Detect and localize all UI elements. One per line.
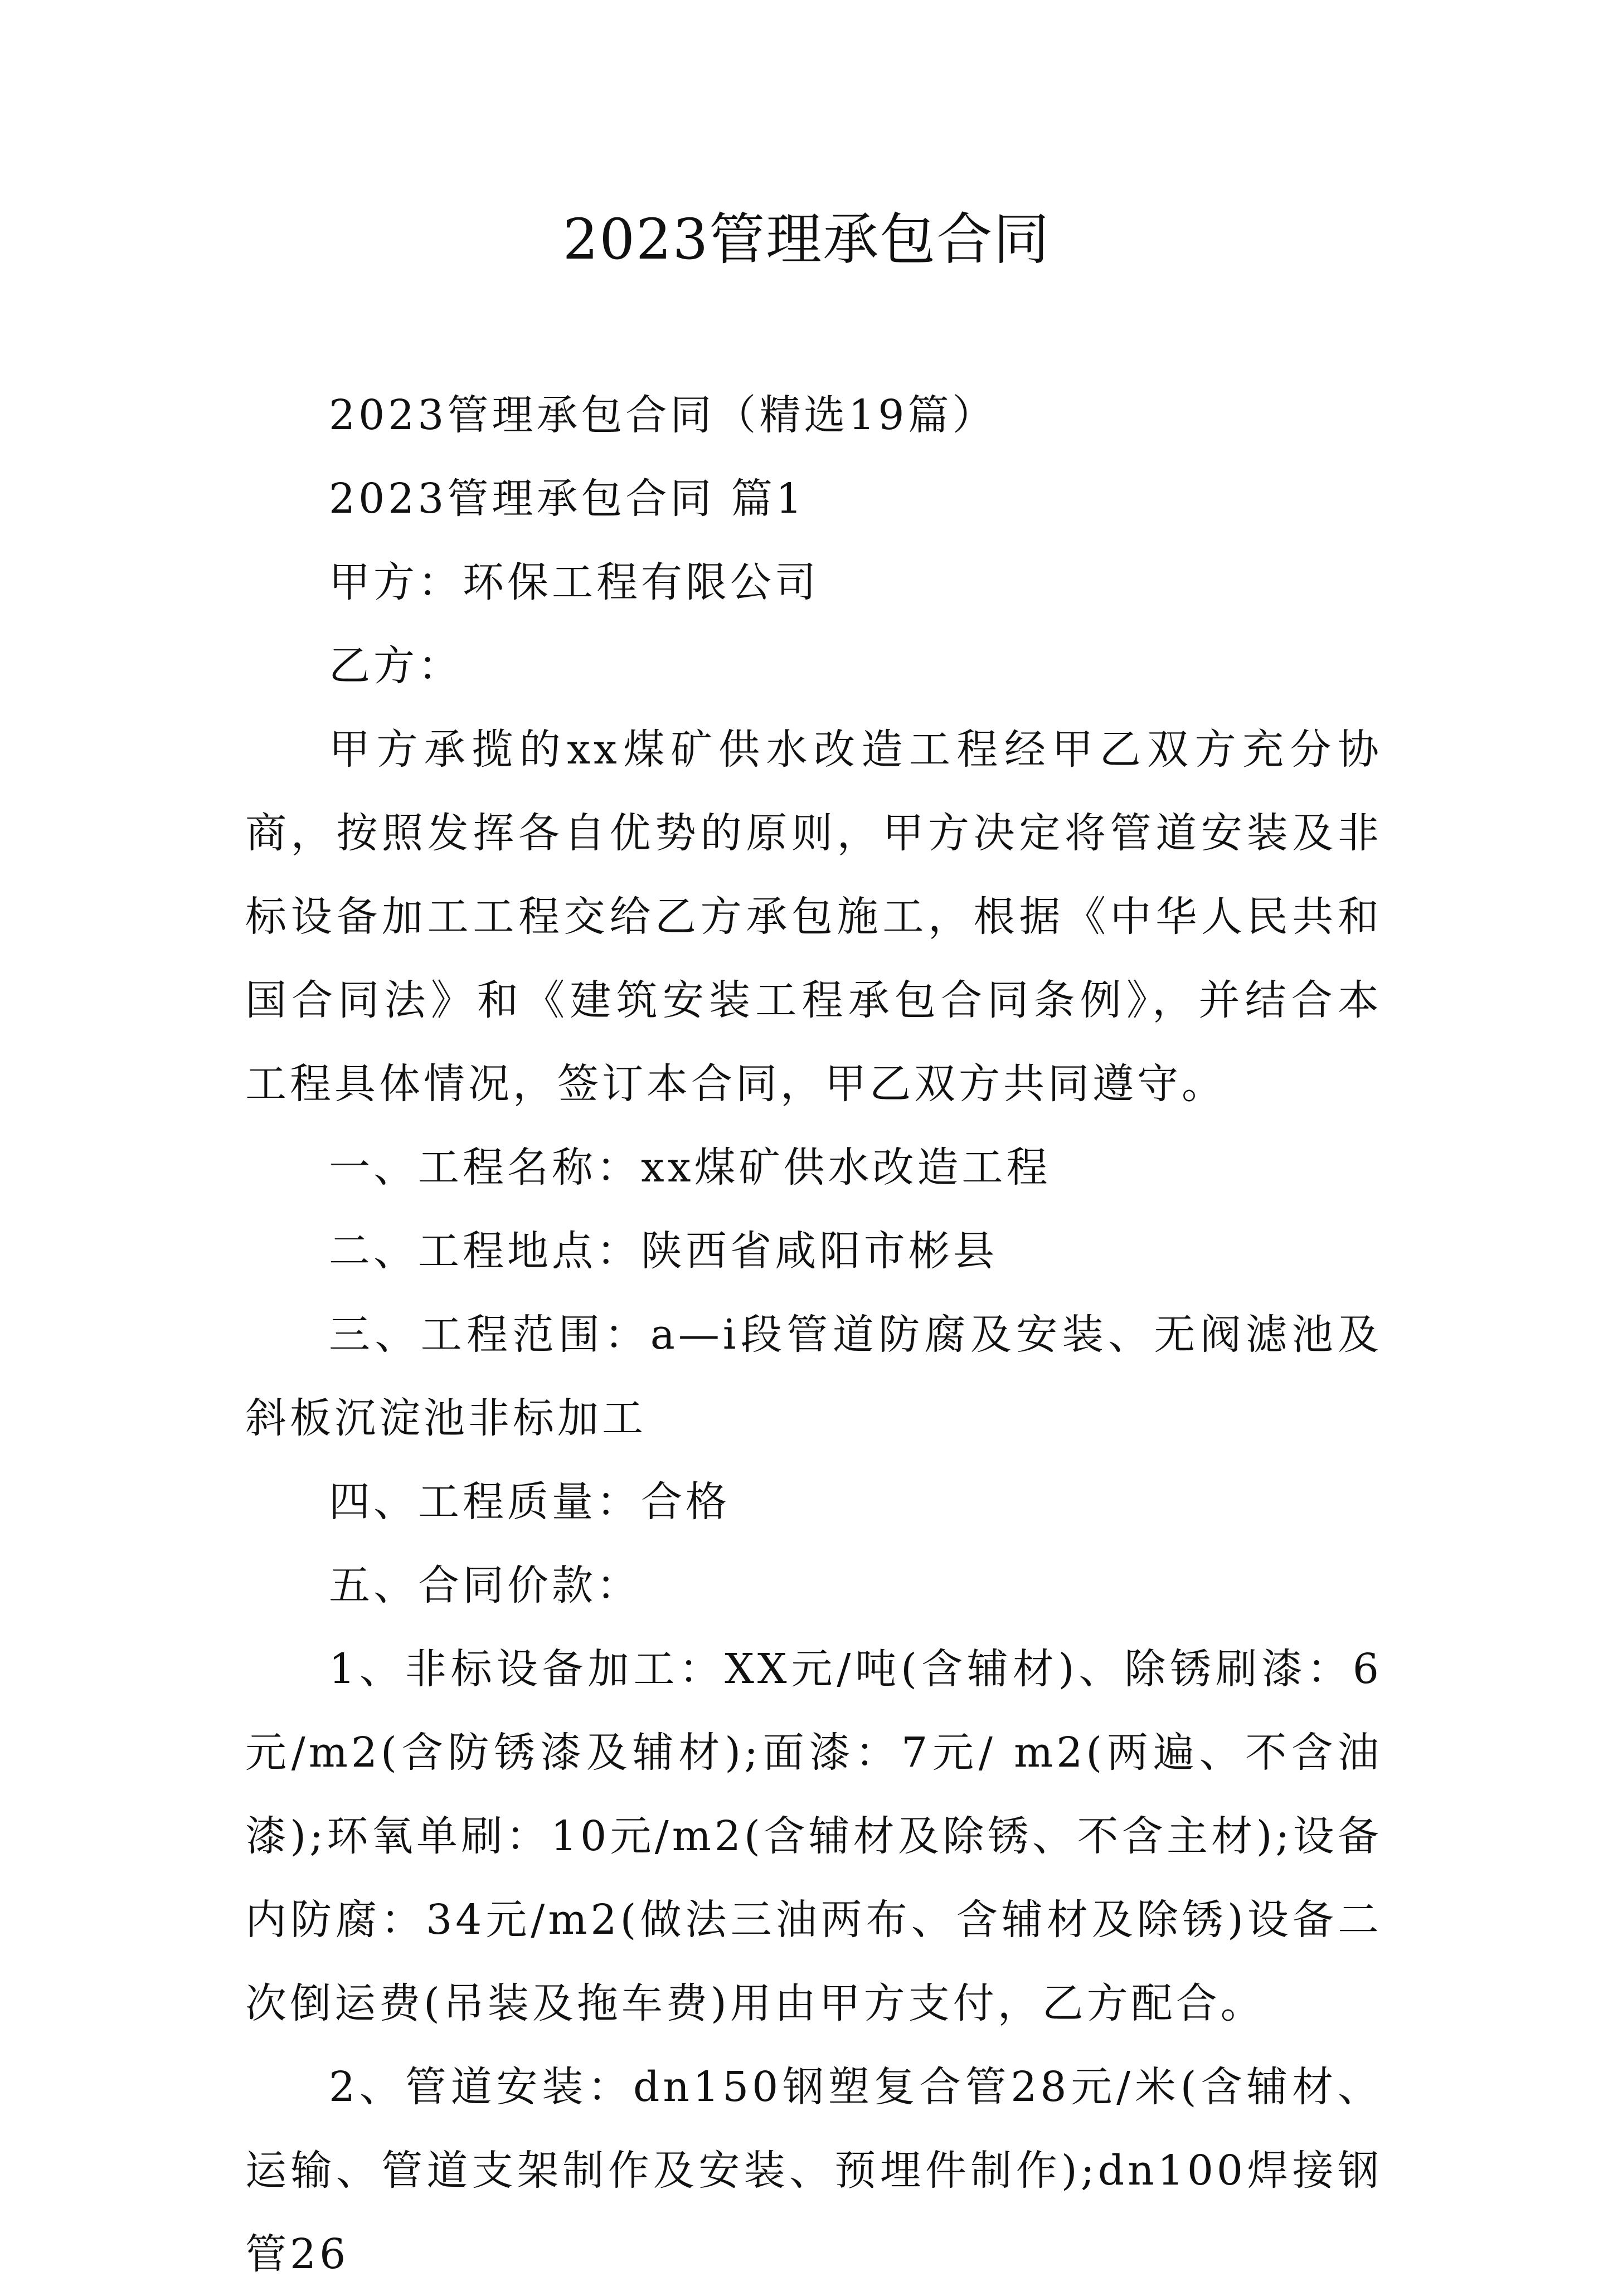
paragraph-party-a: 甲方：环保工程有限公司 (329, 558, 819, 606)
paragraph-price-item-1: 1、非标设备加工：XX元/吨(含辅材)、除锈刷漆：6元/m2(含防锈漆及辅材);面漆：7元/ m2(两遍、不含油漆);环氧单刷：10元/m2(含辅材及除锈、不含主材);设备内防腐：34元/m2(做法三油两布、含辅材及除锈)设备二次倒运费(吊装及拖车费)用由甲方支付，乙方配合。 (245, 1645, 1382, 2027)
paragraph-project-location: 二、工程地点：陕西省咸阳市彬县 (329, 1227, 998, 1275)
paragraph-project-scope: 三、工程范围：a—i段管道防腐及安装、无阀滤池及斜板沉淀池非标加工 (245, 1311, 1382, 1442)
paragraph-contract-price: 五、合同价款： (329, 1562, 641, 1609)
paragraph-project-name: 一、工程名称：xx煤矿供水改造工程 (329, 1144, 1051, 1191)
paragraph-project-quality: 四、工程质量：合格 (329, 1478, 730, 1526)
document-body (245, 373, 1382, 2296)
paragraph-preamble: 甲方承揽的xx煤矿供水改造工程经甲乙双方充分协商，按照发挥各自优势的原则，甲方决定将管道安装及非标设备加工工程交给乙方承包施工，根据《中华人民共和国合同法》和《建筑安装工程承包合同条例》，并结合本工程具体情况，签订本合同，甲乙双方共同遵守。 (245, 726, 1382, 1108)
document-title: 2023管理承包合同 (562, 207, 1051, 272)
paragraph-section-heading: 2023管理承包合同 篇1 (329, 475, 805, 523)
paragraph-price-item-2: 2、管道安装：dn150钢塑复合管28元/米(含辅材、运输、管道支架制作及安装、预埋件制作);dn100焊接钢管26 (245, 2063, 1382, 2278)
paragraph-party-b: 乙方： (329, 642, 463, 690)
paragraph-subtitle: 2023管理承包合同（精选19篇） (329, 391, 997, 439)
